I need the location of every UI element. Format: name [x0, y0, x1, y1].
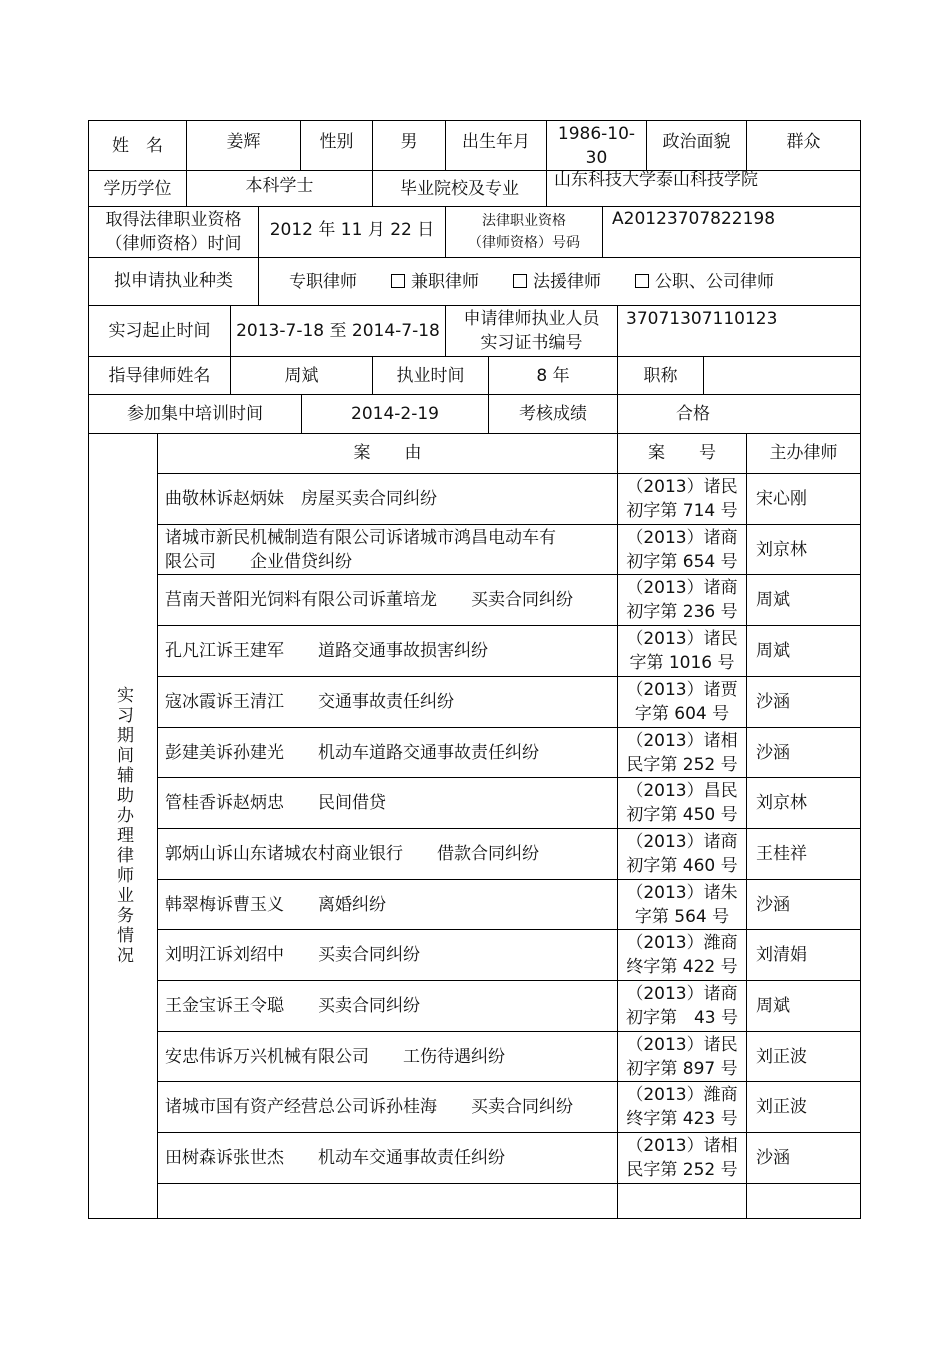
case-number-line2: 初字第 236 号 — [626, 602, 738, 622]
checkbox-icon[interactable] — [513, 274, 527, 288]
case-cause-line1: 寇冰霞诉王清江 交通事故责任纠纷 — [165, 692, 454, 712]
cases-header-cause: 案 由 — [353, 443, 422, 463]
birth-value-line1: 1986-10- — [557, 123, 636, 144]
case-number-line1: （2013）诸商 — [626, 984, 738, 1004]
case-number-line2: 民字第 252 号 — [626, 755, 738, 775]
gender-value: 男 — [400, 132, 418, 152]
case-cause — [165, 981, 615, 1031]
case-cause — [165, 1184, 615, 1218]
education-value: 本科学士 — [245, 176, 314, 196]
case-lawyer: 刘清娟 — [756, 945, 807, 965]
cert-no-label-line1: 申请律师执业人员 — [463, 309, 600, 329]
case-cause — [165, 575, 615, 625]
name-value: 姜辉 — [226, 132, 261, 152]
practice-type-fulltime[interactable] — [289, 270, 357, 294]
case-number-line2: 初字第 714 号 — [626, 501, 738, 521]
case-number — [618, 1133, 746, 1183]
qualification-no-value: A20123707822198 — [612, 209, 776, 229]
case-cause-line1: 安忠伟诉万兴机械有限公司 工伤待遇纠纷 — [165, 1047, 505, 1067]
case-lawyer: 宋心刚 — [756, 489, 807, 509]
cert-no-label — [446, 306, 617, 356]
case-number-line1: （2013）诸商 — [626, 578, 738, 598]
case-cause — [165, 1082, 615, 1132]
case-number-line1: （2013）诸相 — [626, 731, 738, 751]
case-lawyer: 周斌 — [756, 641, 790, 661]
cases-side-label-text: 实习期间辅助办理律师业务情况 — [113, 686, 133, 966]
case-number — [618, 525, 746, 575]
case-number — [618, 829, 746, 879]
case-lawyer: 沙涵 — [756, 1148, 790, 1168]
case-number-line2: 字第 604 号 — [634, 704, 730, 724]
case-lawyer: 王桂祥 — [756, 844, 807, 864]
case-number — [618, 981, 746, 1031]
case-number — [618, 880, 746, 930]
practice-type-parttime[interactable] — [391, 270, 479, 294]
mentor-name-value: 周斌 — [284, 365, 319, 386]
practice-years-label: 执业时间 — [396, 365, 465, 386]
practice-type-options — [289, 258, 859, 305]
case-cause-line1: 郭炳山诉山东诸城农村商业银行 借款合同纠纷 — [165, 844, 539, 864]
internship-period-value: 2013-7-18 至 2014-7-18 — [236, 321, 440, 341]
case-lawyer — [756, 1184, 860, 1218]
case-cause — [165, 829, 615, 879]
mentor-name-label: 指导律师姓名 — [108, 365, 211, 386]
cert-no-label-line2: 实习证书编号 — [480, 333, 583, 353]
case-cause-line1: 莒南天普阳光饲料有限公司诉董培龙 买卖合同纠纷 — [165, 590, 573, 610]
case-number — [618, 1032, 746, 1082]
case-cause-line1: 诸城市国有资产经营总公司诉孙桂海 买卖合同纠纷 — [165, 1097, 573, 1117]
practice-type-public-corporate[interactable] — [635, 270, 774, 294]
case-number-line1: （2013）潍商 — [626, 1085, 738, 1105]
case-lawyer: 周斌 — [756, 590, 790, 610]
case-cause — [165, 1032, 615, 1082]
case-number-line2: 字第 1016 号 — [629, 653, 735, 673]
case-cause — [165, 677, 615, 727]
case-number — [618, 677, 746, 727]
political-label: 政治面貌 — [662, 132, 731, 152]
name-label: 姓 名 — [112, 135, 163, 156]
training-value: 2014-2-19 — [351, 404, 439, 424]
school-label: 毕业院校及专业 — [400, 178, 519, 199]
case-number-line2: 字第 564 号 — [634, 907, 730, 927]
case-number — [618, 1082, 746, 1132]
case-number-line1: （2013）诸相 — [626, 1136, 738, 1156]
case-cause-line1: 彭建美诉孙建光 机动车道路交通事故责任纠纷 — [165, 743, 539, 763]
case-number-line2: 初字第 897 号 — [626, 1059, 738, 1079]
rule — [258, 257, 259, 305]
case-cause — [165, 778, 615, 828]
birth-value — [547, 121, 646, 170]
qualification-time-label-line2: （律师资格）时间 — [105, 234, 242, 254]
case-number-line2: 终字第 422 号 — [626, 957, 738, 977]
case-number-line1: （2013）诸民 — [626, 1035, 738, 1055]
case-cause-line1: 管桂香诉赵炳忠 民间借贷 — [165, 793, 386, 813]
qualification-no-label-line2: （律师资格）号码 — [468, 235, 580, 251]
case-cause-line2: 限公司 企业借贷纠纷 — [165, 552, 352, 572]
case-lawyer: 沙涵 — [756, 692, 790, 712]
practice-type-public-corporate-label: 公职、公司律师 — [655, 271, 774, 292]
rule — [546, 170, 547, 206]
cases-header-number: 案 号 — [648, 443, 716, 463]
political-value: 群众 — [786, 132, 821, 152]
case-cause — [165, 880, 615, 930]
rule — [746, 433, 747, 1219]
practice-type-legal-aid[interactable] — [513, 270, 601, 294]
case-number-line1: （2013）诸民 — [626, 477, 738, 497]
practice-type-legal-aid-label: 法援律师 — [533, 271, 601, 292]
case-number-line2: 初字第 654 号 — [626, 552, 738, 572]
case-lawyer: 刘京林 — [756, 793, 807, 813]
case-cause — [165, 930, 615, 980]
cert-no-value: 37071307110123 — [626, 309, 778, 329]
case-number-line1: （2013）诸商 — [626, 832, 738, 852]
internship-period-label: 实习起止时间 — [108, 321, 211, 341]
qualification-time-value: 2012 年 11 月 22 日 — [269, 220, 435, 240]
practice-type-parttime-label: 兼职律师 — [411, 271, 479, 292]
birth-value-line2: 30 — [585, 147, 608, 168]
rule — [602, 206, 603, 257]
case-number-line2: 初字第 450 号 — [626, 805, 738, 825]
case-number-line1: （2013）诸朱 — [626, 883, 738, 903]
case-cause-line1: 王金宝诉王令聪 买卖合同纠纷 — [165, 996, 420, 1016]
case-number — [618, 575, 746, 625]
case-number-line1: （2013）诸贾 — [626, 680, 738, 700]
checkbox-icon[interactable] — [635, 274, 649, 288]
case-cause-line1: 曲敬林诉赵炳妹 房屋买卖合同纠纷 — [165, 489, 437, 509]
case-number — [618, 778, 746, 828]
rule — [860, 120, 861, 1219]
case-number-line2: 民字第 252 号 — [626, 1160, 738, 1180]
rule — [157, 433, 158, 1219]
case-number-line2: 初字第 43 号 — [625, 1008, 739, 1028]
case-number — [618, 1184, 746, 1218]
case-number-line1: （2013）潍商 — [626, 933, 738, 953]
education-label: 学历学位 — [103, 178, 172, 199]
case-lawyer: 沙涵 — [756, 743, 790, 763]
practice-years-value: 8 年 — [536, 365, 570, 386]
case-number — [618, 474, 746, 524]
assessment-label: 考核成绩 — [519, 404, 587, 424]
case-cause-line1: 孔凡江诉王建军 道路交通事故损害纠纷 — [165, 641, 488, 661]
case-number-line2: 初字第 460 号 — [626, 856, 738, 876]
title-value — [704, 357, 860, 394]
case-cause-line1: 刘明江诉刘绍中 买卖合同纠纷 — [165, 945, 420, 965]
case-cause — [165, 1133, 615, 1183]
gender-label: 性别 — [319, 132, 354, 152]
case-cause — [165, 474, 615, 524]
qualification-time-label-line1: 取得法律职业资格 — [105, 210, 242, 230]
case-number-line1: （2013）昌民 — [626, 781, 738, 801]
cases-header-lawyer: 主办律师 — [769, 443, 838, 463]
case-cause — [165, 728, 615, 778]
case-cause — [165, 525, 615, 575]
case-number-line1: （2013）诸商 — [626, 528, 738, 548]
birth-label: 出生年月 — [462, 132, 530, 152]
practice-type-label: 拟申请执业种类 — [114, 270, 233, 291]
case-lawyer: 刘正波 — [756, 1097, 807, 1117]
school-value: 山东科技大学泰山科技学院 — [554, 170, 758, 190]
case-lawyer: 周斌 — [756, 996, 790, 1016]
case-number-line1: （2013）诸民 — [626, 629, 738, 649]
case-cause-line1: 田树森诉张世杰 机动车交通事故责任纠纷 — [165, 1148, 505, 1168]
cases-side-label — [89, 434, 157, 1218]
title-label: 职称 — [643, 365, 678, 386]
case-lawyer: 刘正波 — [756, 1047, 807, 1067]
checkbox-icon[interactable] — [391, 274, 405, 288]
case-lawyer: 刘京林 — [756, 540, 807, 560]
rule — [617, 305, 618, 356]
qualification-no-label — [446, 207, 602, 257]
case-number — [618, 728, 746, 778]
case-lawyer: 沙涵 — [756, 895, 790, 915]
case-number — [618, 626, 746, 676]
qualification-no-label-line1: 法律职业资格 — [482, 213, 566, 229]
case-cause-line1: 诸城市新民机械制造有限公司诉诸城市鸿昌电动车有 — [165, 528, 556, 548]
assessment-value: 合格 — [676, 404, 710, 424]
practice-type-fulltime-label: 专职律师 — [289, 271, 357, 292]
case-cause-line1: 韩翠梅诉曹玉义 离婚纠纷 — [165, 895, 386, 915]
qualification-time-label — [89, 207, 258, 257]
case-cause — [165, 626, 615, 676]
case-number-line2: 终字第 423 号 — [626, 1109, 738, 1129]
case-number — [618, 930, 746, 980]
training-label: 参加集中培训时间 — [127, 404, 263, 424]
